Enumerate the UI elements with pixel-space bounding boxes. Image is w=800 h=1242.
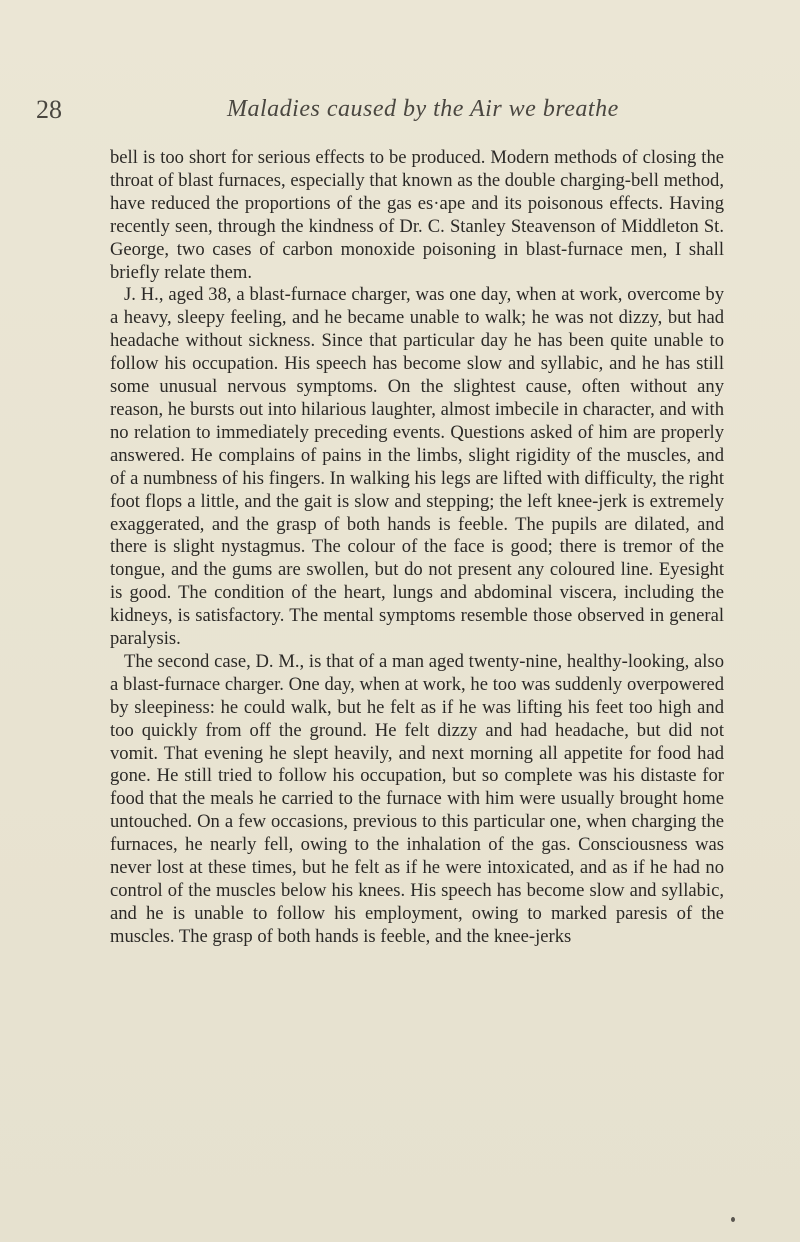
body-text <box>110 147 724 949</box>
running-title: Maladies caused by the Air we breathe <box>227 96 619 122</box>
paragraph-case-jh: J. H., aged 38, a blast-furnace charger, was one day, when at work, overcome by a heavy, sleepy feeling, and he became unable to walk; he was not dizzy, but had headache without sickness. Since that particular day he has been quite unable to follow his occupation. His speech has become slow and syllabic, and he has still some unusual nervous symptoms. On the slightest cause, often without any reason, he bursts out into hilarious laughter, almost imbecile in character, and with no relation to immediately preceding events. Questions asked of him are properly answered. He complains of pains in the limbs, slight rigidity of the muscles, and of a numbness of his fingers. In walking his legs are lifted with difficulty, the right foot flops a little, and the gait is slow and stepping; the left knee-jerk is extremely exaggerated, and the grasp of both hands is feeble. The pupils are dilated, and there is slight nystagmus. The colour of the face is good; there is tremor of the tongue, and the gums are swollen, but do not present any coloured line. Eyesight is good. The condition of the heart, lungs and abdominal viscera, including the kidneys, is satisfactory. The mental symptoms resemble those observed in general paralysis. <box>110 284 724 650</box>
paragraph-case-dm: The second case, D. M., is that of a man aged twenty-nine, healthy-looking, also a blast-furnace charger. One day, when at work, he too was suddenly overpowered by sleepiness: he could walk, but he felt as if he was lifting his feet too high and too quickly from off the ground. He felt dizzy and had headache, but did not vomit. That evening he slept heavily, and next morning all appetite for food had gone. He still tried to follow his occupation, but so complete was his distaste for food that the meals he carried to the furnace with him were usually brought home untouched. On a few occasions, previous to this particular one, when charging the furnaces, he nearly fell, owing to the inhalation of the gas. Consciousness was never lost at these times, but he felt as if he were intoxicated, and as if he had no control of the muscles below his knees. His speech has become slow and syllabic, and he is unable to follow his employment, owing to marked paresis of the muscles. The grasp of both hands is feeble, and the knee-jerks <box>110 650 724 947</box>
running-head <box>20 95 780 129</box>
ink-speck <box>731 1217 735 1222</box>
paragraph-continuation: bell is too short for serious effects to be produced. Modern methods of closing the throat of blast furnaces, especially that known as the double charging-bell method, have reduced the proportions of the gas es·ape and its poisonous effects. Having recently seen, through the kindness of Dr. C. Stanley Steavenson of Middleton St. George, two cases of carbon monoxide poisoning in blast-furnace men, I shall briefly relate them. <box>110 147 724 283</box>
page-number: 28 <box>36 95 62 124</box>
